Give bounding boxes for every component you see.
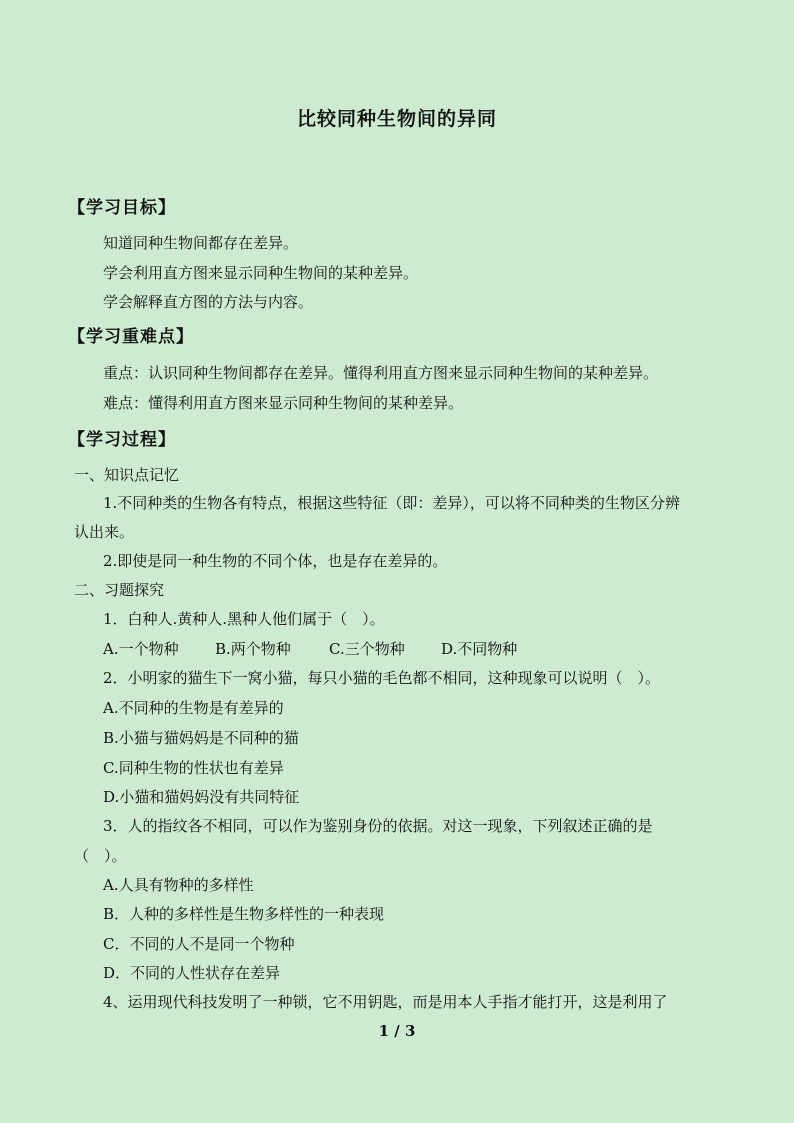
- question-3-option-a: A.人具有物种的多样性: [103, 876, 254, 894]
- option-a: A.一个物种: [103, 640, 179, 658]
- question-3: 3．人的指纹各不相同，可以作为鉴别身份的依据。对这一现象，下列叙述正确的是: [103, 817, 653, 835]
- question-2-option-a: A.不同种的生物是有差异的: [103, 699, 284, 717]
- question-3-cont: （ ）。: [74, 847, 127, 865]
- option-c: C.三个物种: [329, 640, 405, 658]
- question-3-option-c: C．不同的人不是同一个物种: [103, 935, 295, 953]
- keypoints-heading: 【学习重难点】: [68, 327, 194, 347]
- page-number: 1 / 3: [378, 1022, 416, 1040]
- option-b: B.两个物种: [215, 640, 291, 658]
- section1-item1: 1.不同种类的生物各有特点，根据这些特征（即：差异），可以将不同种类的生物区分辨: [103, 494, 680, 512]
- section1-heading: 一、知识点记忆: [74, 466, 180, 484]
- section1-item1-cont: 认出来。: [74, 523, 135, 541]
- goal-item: 知道同种生物间都存在差异。: [103, 234, 299, 252]
- question-3-option-b: B．人种的多样性是生物多样性的一种表现: [103, 905, 385, 923]
- goal-item: 学会解释直方图的方法与内容。: [103, 293, 314, 311]
- option-d: D.不同物种: [441, 640, 518, 658]
- question-1: 1．白种人.黄种人.黑种人他们属于（ ）。: [103, 610, 385, 628]
- goals-heading: 【学习目标】: [68, 198, 176, 218]
- process-heading: 【学习过程】: [68, 430, 176, 450]
- keypoint-item: 难点：懂得利用直方图来显示同种生物间的某种差异。: [103, 394, 464, 412]
- question-2-option-d: D.小猫和猫妈妈没有共同特征: [103, 788, 300, 806]
- question-4: 4、运用现代科技发明了一种锁，它不用钥匙，而是用本人手指才能打开，这是利用了: [103, 993, 668, 1011]
- question-2-option-c: C.同种生物的性状也有差异: [103, 759, 284, 777]
- keypoint-item: 重点：认识同种生物间都存在差异。懂得利用直方图来显示同种生物间的某种差异。: [103, 364, 659, 382]
- goal-item: 学会利用直方图来显示同种生物间的某种差异。: [103, 264, 419, 282]
- section2-heading: 二、习题探究: [74, 581, 165, 599]
- question-1-options: [103, 639, 517, 659]
- question-2: 2．小明家的猫生下一窝小猫，每只小猫的毛色都不相同，这种现象可以说明（ ）。: [103, 669, 661, 687]
- question-3-option-d: D．不同的人性状存在差异: [103, 964, 281, 982]
- question-2-option-b: B.小猫与猫妈妈是不同种的猫: [103, 729, 299, 747]
- section1-item2: 2.即使是同一种生物的不同个体，也是存在差异的。: [103, 552, 448, 570]
- page-title: 比较同种生物间的异同: [296, 108, 497, 130]
